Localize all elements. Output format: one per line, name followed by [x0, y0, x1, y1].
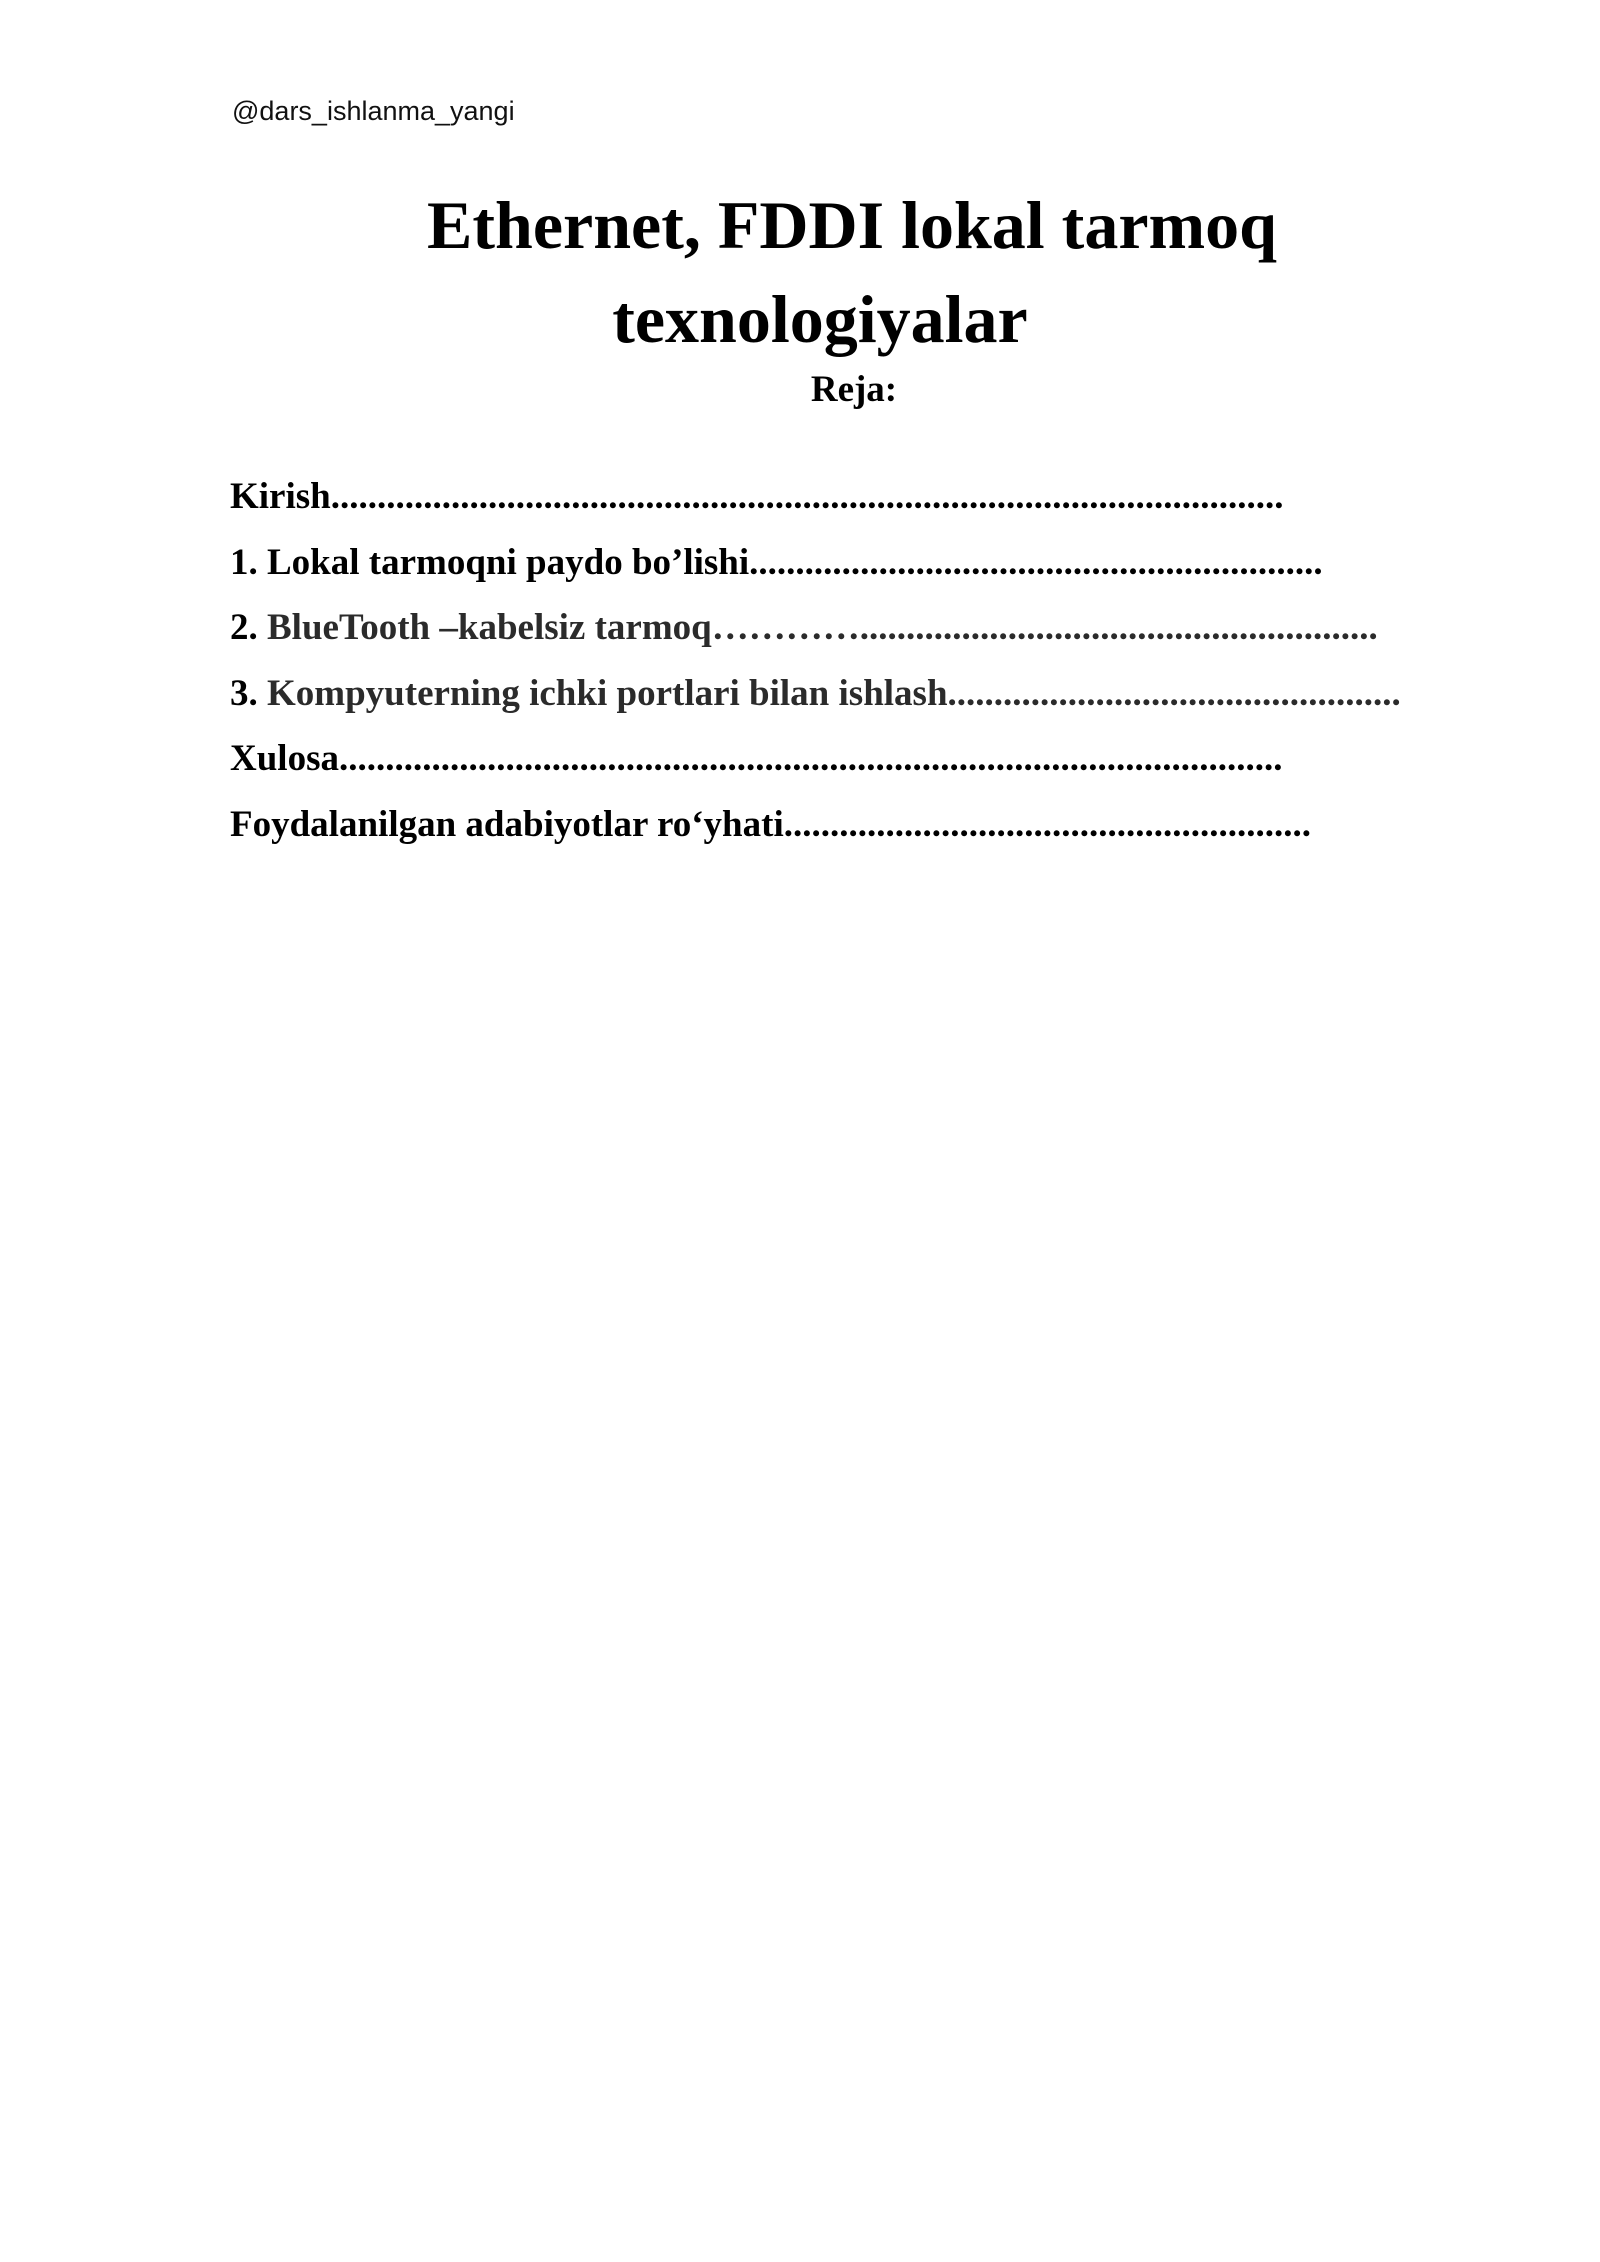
toc-item-text: Foydalanilgan adabiyotlar ro‘yhati......................................................... [230, 803, 1311, 845]
title-line-2: texnologiyalar [612, 281, 1028, 357]
toc-item-number: 2. [230, 607, 267, 648]
toc-item-text: Kompyuterning ichki portlari bilan ishlash................................................. [267, 672, 1401, 714]
toc-item-internal-ports [230, 661, 1530, 727]
toc-item-introduction [230, 464, 1530, 530]
table-of-contents [230, 464, 1530, 857]
plan-heading: Reja: [810, 369, 898, 410]
header-handle: @dars_ishlanma_yangi [232, 96, 515, 126]
toc-item-text: BlueTooth –kabelsiz tarmoq…………........................................................ [267, 607, 1378, 648]
document-title [0, 178, 1600, 366]
toc-item-number: 1. [230, 541, 267, 583]
toc-item-text: Kirish....................................................................................................... [230, 476, 1284, 517]
toc-item-text: Xulosa...................................................................................................... [230, 738, 1283, 779]
toc-item-number: 3. [230, 672, 267, 714]
title-line-1: Ethernet, FDDI lokal tarmoq [427, 187, 1277, 263]
toc-item-references [230, 792, 1530, 858]
toc-item-local-network [230, 530, 1530, 596]
toc-item-conclusion [230, 726, 1530, 792]
toc-item-text: Lokal tarmoqni paydo bo’lishi.............................................................. [267, 541, 1323, 583]
toc-item-bluetooth [230, 595, 1530, 661]
